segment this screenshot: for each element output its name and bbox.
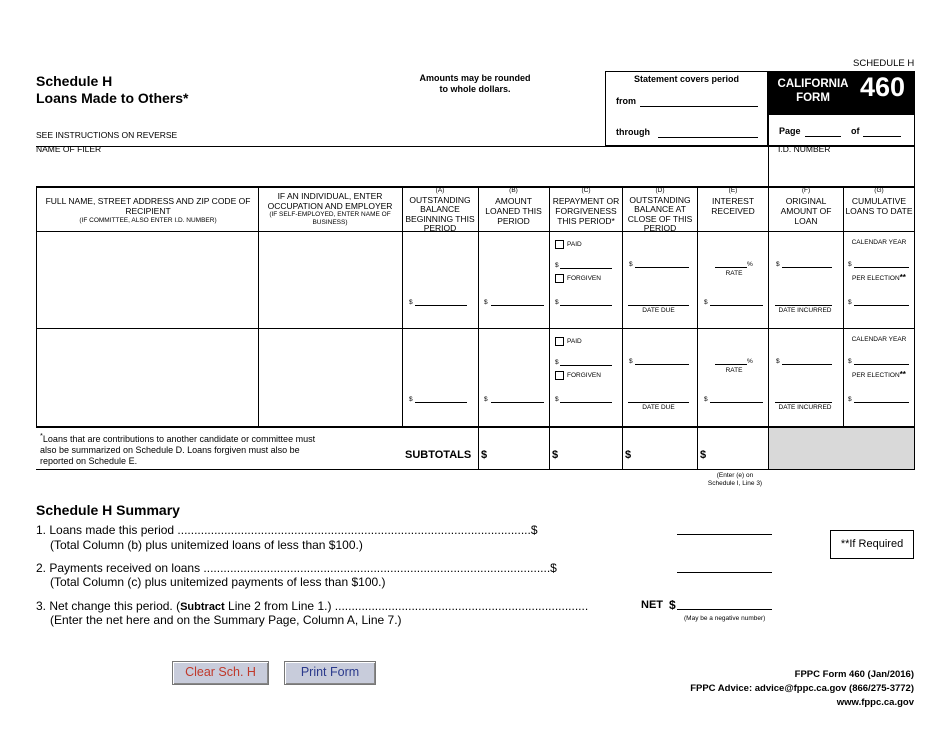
summary-line3: 3. Net change this period. (Subtract Line 2 from Line 1.) ............................................................................ xyxy=(36,599,589,613)
col-header-recipient: FULL NAME, STREET ADDRESS AND ZIP CODE OF RECIPIENT (IF COMMITTEE, ALSO ENTER I.D. NUMBER) xyxy=(45,196,251,224)
form-word: FORM xyxy=(796,92,830,104)
occupation-input[interactable] xyxy=(262,332,398,420)
form-number: 460 xyxy=(860,72,906,102)
col-b-input[interactable] xyxy=(491,305,544,306)
summary-line3-sub: (Enter the net here and on the Summary Page, Column A, Line 7.) xyxy=(50,613,402,627)
id-number-input[interactable] xyxy=(778,156,908,182)
period-title: Statement covers period xyxy=(633,74,740,84)
rate-input[interactable] xyxy=(715,364,747,365)
col-c-amount-input[interactable] xyxy=(560,365,612,366)
col-header-e: (E) INTEREST RECEIVED xyxy=(711,187,755,216)
net-change-input[interactable] xyxy=(677,609,772,610)
recipient-input[interactable] xyxy=(40,235,254,323)
col-header-g: (G) CUMULATIVE LOANS TO DATE xyxy=(845,187,913,216)
schedule-tag: SCHEDULE H xyxy=(853,58,915,69)
net-label: NET xyxy=(641,599,663,611)
col-c-amount-input[interactable] xyxy=(560,268,612,269)
subtotal-shaded-cell xyxy=(769,428,914,469)
subtotals-label: SUBTOTALS xyxy=(405,449,472,461)
col-header-d: (D) OUTSTANDING BALANCE AT CLOSE OF THIS PERIOD xyxy=(627,187,693,233)
negative-note: (May be a negative number) xyxy=(684,615,766,622)
summary-line1: 1. Loans made this period ..........................................................................................................$ xyxy=(36,523,538,537)
paid-checkbox[interactable]: PAID xyxy=(555,240,582,249)
fppc-footer xyxy=(640,668,914,710)
col-header-b: (B) AMOUNT LOANED THIS PERIOD xyxy=(485,187,542,226)
col-e-input[interactable] xyxy=(710,402,763,403)
subtotal-d-input[interactable] xyxy=(632,438,694,466)
fppc-advice: FPPC Advice: advice@fppc.ca.gov (866/275-3772) xyxy=(690,683,914,694)
fppc-form-version: FPPC Form 460 (Jan/2016) xyxy=(794,669,914,680)
col-d-input[interactable] xyxy=(635,267,689,268)
summary-line2-sub: (Total Column (c) plus unitemized payments of less than $100.) xyxy=(50,575,386,589)
id-label: I.D. NUMBER xyxy=(778,144,831,154)
rounding-note: Amounts may be rounded to whole dollars. xyxy=(419,73,531,94)
net-dollar: $ xyxy=(669,598,676,612)
loans-made-input[interactable] xyxy=(677,534,772,535)
col-a-input[interactable] xyxy=(415,402,467,403)
if-required-note: **If Required xyxy=(830,530,914,559)
per-election-input[interactable] xyxy=(854,402,909,403)
statement-period-box xyxy=(605,71,768,146)
summary-line2: 2. Payments received on loans ........................................................................................................$ xyxy=(36,561,557,575)
from-date-input[interactable] xyxy=(640,106,758,107)
date-due-input[interactable] xyxy=(628,402,689,403)
col-b-input[interactable] xyxy=(491,402,544,403)
date-incurred-input[interactable] xyxy=(775,305,832,306)
page-number-input[interactable] xyxy=(805,136,841,137)
col-c-input[interactable] xyxy=(560,305,612,306)
enter-e-note: (Enter (e) on Schedule I, Line 3) xyxy=(707,472,763,487)
loan-footnote: *Loans that are contributions to another candidate or committee must also be summarized on Schedule D. Loans forgiven must also be reported on Schedule E. xyxy=(40,431,316,466)
col-a-input[interactable] xyxy=(415,305,467,306)
form-number-box xyxy=(768,71,915,115)
col-e-input[interactable] xyxy=(710,305,763,306)
calendar-year-input[interactable] xyxy=(854,267,909,268)
subtotal-e-dollar: $ xyxy=(700,449,707,461)
col-header-f: (F) ORIGINAL AMOUNT OF LOAN xyxy=(780,187,832,226)
per-election-input[interactable] xyxy=(854,305,909,306)
paid-checkbox[interactable]: PAID xyxy=(555,337,582,346)
payments-received-input[interactable] xyxy=(677,572,772,573)
page-subtitle: Loans Made to Others* xyxy=(36,90,189,106)
print-form-button[interactable]: Print Form xyxy=(284,661,376,685)
instructions-note: SEE INSTRUCTIONS ON REVERSE xyxy=(36,130,178,140)
from-label: from xyxy=(616,96,636,106)
col-header-c: (C) REPAYMENT OR FORGIVENESS THIS PERIOD* xyxy=(552,187,620,226)
col-c-input[interactable] xyxy=(560,402,612,403)
forgiven-checkbox[interactable]: FORGIVEN xyxy=(555,371,601,380)
summary-title: Schedule H Summary xyxy=(36,502,180,518)
page-total-input[interactable] xyxy=(863,136,901,137)
subtotal-e-input[interactable] xyxy=(707,438,765,466)
filer-label: NAME OF FILER xyxy=(36,144,102,154)
date-due-input[interactable] xyxy=(628,305,689,306)
forgiven-checkbox[interactable]: FORGIVEN xyxy=(555,274,601,283)
summary-line1-sub: (Total Column (b) plus unitemized loans of less than $100.) xyxy=(50,538,363,552)
form-state: CALIFORNIA xyxy=(777,78,849,90)
through-date-input[interactable] xyxy=(658,137,758,138)
subtotal-c-input[interactable] xyxy=(559,438,619,466)
subtotal-b-dollar: $ xyxy=(481,449,488,461)
filer-name-input[interactable] xyxy=(36,156,766,182)
page-title: Schedule H xyxy=(36,73,113,89)
through-label: through xyxy=(616,127,650,137)
col-f-input[interactable] xyxy=(782,364,832,365)
col-header-occupation: IF AN INDIVIDUAL, ENTER OCCUPATION AND EMPLOYER (IF SELF-EMPLOYED, ENTER NAME OF BUSINESS) xyxy=(267,191,393,226)
subtotal-b-input[interactable] xyxy=(487,438,545,466)
col-f-input[interactable] xyxy=(782,267,832,268)
fppc-website[interactable]: www.fppc.ca.gov xyxy=(836,697,914,708)
date-incurred-input[interactable] xyxy=(775,402,832,403)
occupation-input[interactable] xyxy=(262,235,398,323)
recipient-input[interactable] xyxy=(40,332,254,420)
col-header-a: (A) OUTSTANDING BALANCE BEGINNING THIS PERIOD xyxy=(405,187,475,233)
page-box: Page of xyxy=(768,115,915,146)
clear-schedule-button[interactable]: Clear Sch. H xyxy=(172,661,269,685)
subtotal-d-dollar: $ xyxy=(625,449,632,461)
subtotal-c-dollar: $ xyxy=(552,449,559,461)
col-d-input[interactable] xyxy=(635,364,689,365)
rate-input[interactable] xyxy=(715,267,747,268)
calendar-year-input[interactable] xyxy=(854,364,909,365)
